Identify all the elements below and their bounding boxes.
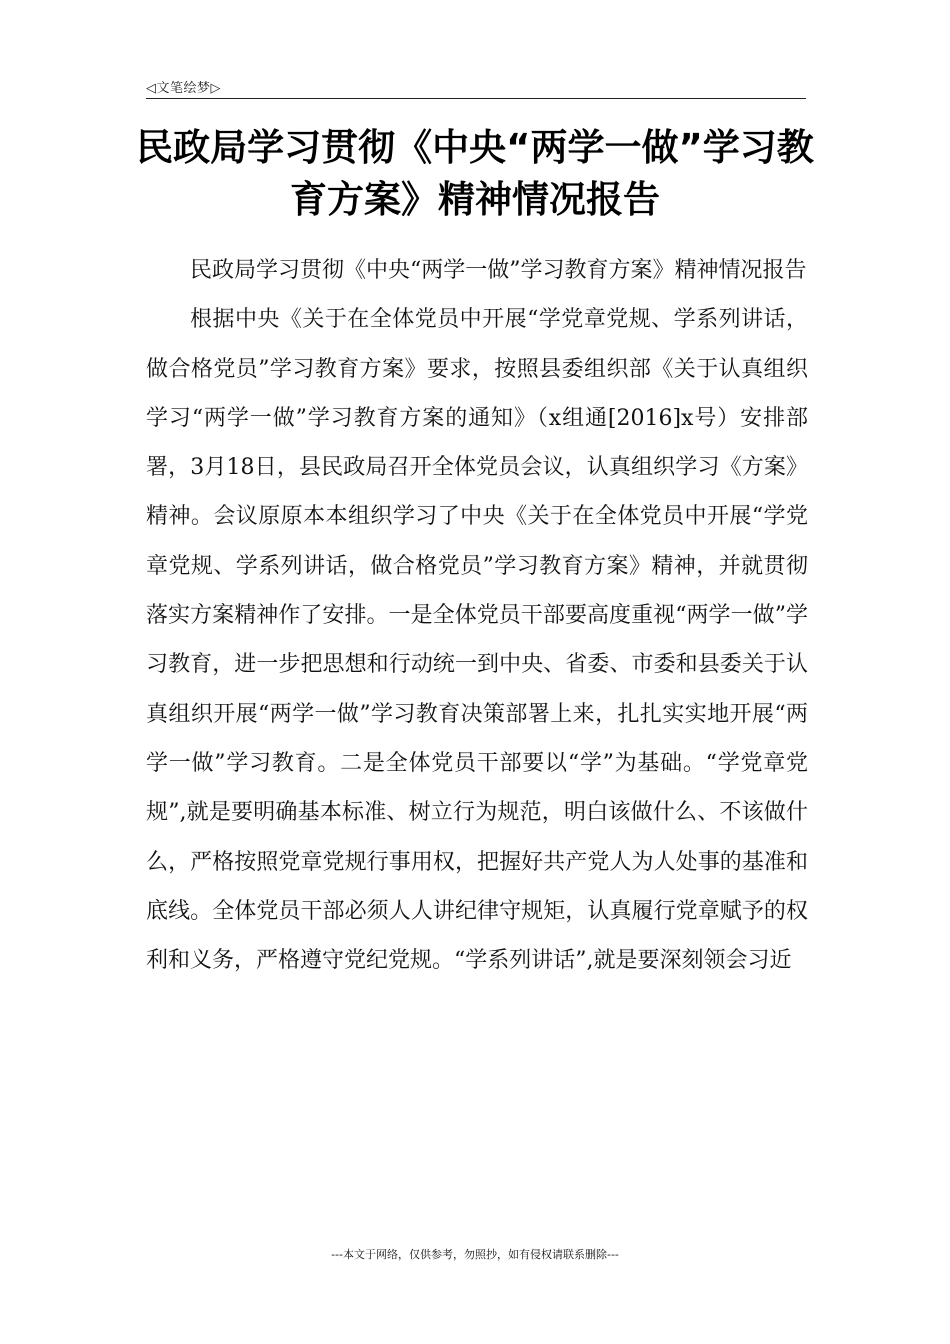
header-divider [146, 98, 806, 99]
document-title: 民政局学习贯彻《中央“两学一做”学习教育方案》精神情况报告 [136, 126, 814, 221]
document-body [146, 246, 808, 985]
header-mark: ◁文笔绘梦▷ [146, 81, 221, 96]
body-paragraph-main: 根据中央《关于在全体党员中开展“学党章党规、学系列讲话，做合格党员”学习教育方案》要求，按照县委组织部《关于认真组织学习“两学一做”学习教育方案的通知》（x组通[2016]x号）安排部署，3月18日，县民政局召开全体党员会议，认真组织学习《方案》精神。会议原原本本组织学习了中央《关于在全体党员中开展“学党章党规、学系列讲话，做合格党员”学习教育方案》精神，并就贯彻落实方案精神作了安排。一是全体党员干部要高度重视“两学一做”学习教育，进一步把思想和行动统一到中央、省委、市委和县委关于认真组织开展“两学一做”学习教育决策部署上来，扎扎实实地开展“两学一做”学习教育。二是全体党员干部要以“学”为基础。“学党章党规”,就是要明确基本标准、树立行为规范，明白该做什么、不该做什么，严格按照党章党规行事用权，把握好共产党人为人处事的基准和底线。全体党员干部必须人人讲纪律守规矩，认真履行党章赋予的权利和义务，严格遵守党纪党规。“学系列讲话”,就是要深刻领会习近 [146, 307, 808, 974]
body-paragraph-subtitle: 民政局学习贯彻《中央“两学一做”学习教育方案》精神情况报告 [190, 258, 807, 283]
footer-disclaimer: ---本文于网络，仅供参考，勿照抄，如有侵权请联系删除--- [331, 1248, 619, 1261]
